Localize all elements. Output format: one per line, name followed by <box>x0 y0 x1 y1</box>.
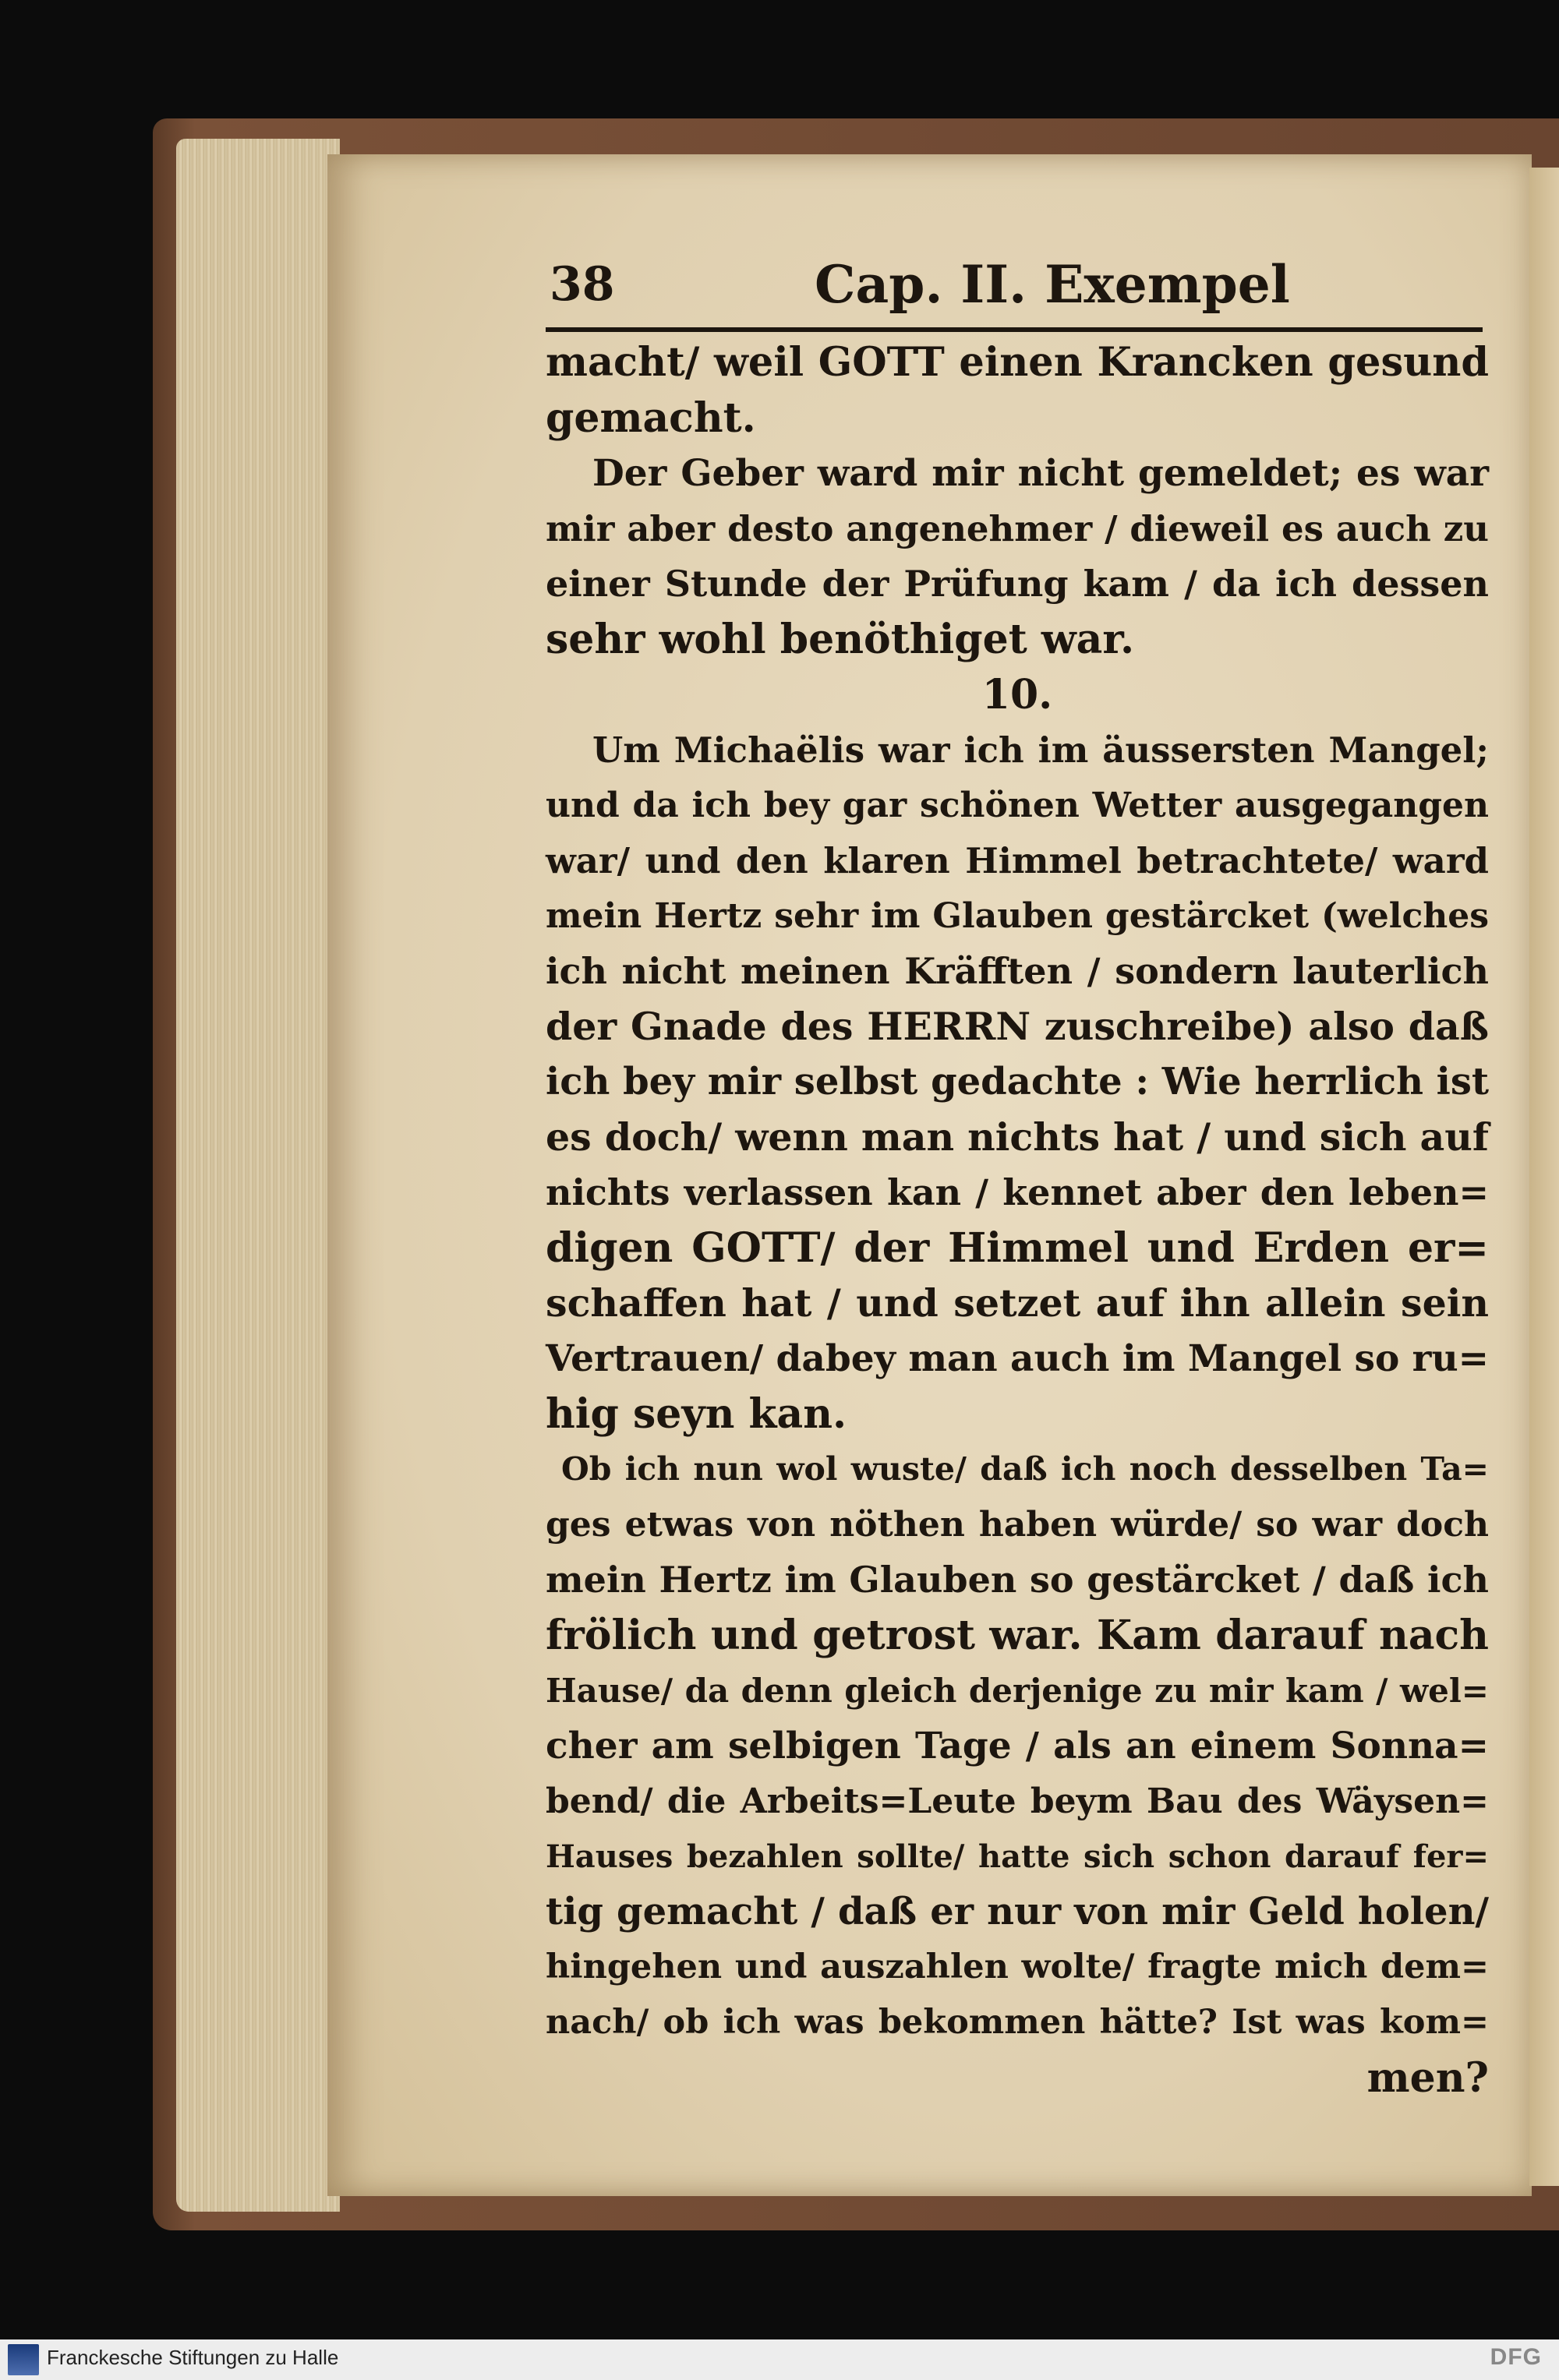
text-line: frölich und getrost war. Kam darauf nach <box>546 1612 1489 1659</box>
text-line: einer Stunde der Prüfung kam / da ich dessen <box>546 563 1489 605</box>
text-line: bend/ die Arbeits=Leute beym Bau des Wäysen= <box>546 1781 1489 1821</box>
text-line: mein Hertz im Glauben so gestärcket / daß ich <box>546 1559 1489 1601</box>
header-rule <box>546 327 1483 332</box>
text-line: tig gemacht / daß er nur von mir Geld holen/ <box>546 1890 1489 1933</box>
text-line: gemacht. <box>546 394 756 442</box>
section-number: 10. <box>981 671 1053 719</box>
text-line: cher am selbigen Tage / als an einem Sonna= <box>546 1725 1489 1767</box>
text-line: ich nicht meinen Kräfften / sondern lauterlich <box>546 950 1489 992</box>
text-line: war/ und den klaren Himmel betrachtete/ ward <box>546 840 1489 881</box>
catchword: men? <box>1366 2054 1489 2102</box>
text-line: ich bey mir selbst gedachte : Wie herrlich ist <box>546 1060 1490 1103</box>
text-line: Ob ich nun wol wuste/ daß ich noch desselben Ta= <box>561 1450 1489 1488</box>
text-line: es doch/ wenn man nichts hat / und sich auf <box>546 1114 1489 1160</box>
text-line: nichts verlassen kan / kennet aber den leben= <box>546 1171 1489 1213</box>
facing-page-edge <box>1529 168 1559 2186</box>
text-line: Hauses bezahlen sollte/ hatte sich schon darauf fer= <box>546 1838 1489 1875</box>
text-line: hig seyn kan. <box>546 1390 847 1438</box>
footer-label: Franckesche Stiftungen zu Halle <box>47 2346 339 2369</box>
text-line: Hause/ da denn gleich derjenige zu mir kam / wel= <box>546 1672 1489 1710</box>
text-line: digen GOTT/ der Himmel und Erden er= <box>546 1224 1489 1272</box>
dfg-mark: DFG <box>1490 2344 1542 2370</box>
page-header <box>550 249 1481 320</box>
viewer-footer <box>0 2339 1559 2380</box>
text-line: Vertrauen/ dabey man auch im Mangel so ru= <box>546 1337 1489 1380</box>
institution-logo-icon <box>8 2344 39 2375</box>
text-line: mein Hertz sehr im Glauben gestärcket (welches <box>546 896 1489 936</box>
text-line: ges etwas von nöthen haben würde/ so war doch <box>546 1505 1489 1545</box>
text-line: nach/ ob ich was bekommen hätte? Ist was kom= <box>546 2003 1489 2042</box>
text-line: Der Geber ward mir nicht gemeldet; es war <box>592 452 1489 495</box>
text-line: und da ich bey gar schönen Wetter ausgegangen <box>546 786 1489 825</box>
text-line: hingehen und auszahlen wolte/ fragte mich dem= <box>546 1947 1489 1986</box>
page-edges <box>176 139 340 2212</box>
text-line: schaffen hat / und setzet auf ihn allein sein <box>546 1280 1489 1326</box>
running-head: Cap. II. Exempel <box>815 254 1290 315</box>
text-line: macht/ weil GOTT einen Krancken gesund <box>546 339 1489 386</box>
page-text <box>546 335 1489 2106</box>
text-line: sehr wohl benöthiget war. <box>546 616 1135 663</box>
text-line: der Gnade des HERRN zuschreibe) also daß <box>546 1004 1489 1049</box>
page-number: 38 <box>550 257 615 312</box>
text-line: Um Michaëlis war ich im äussersten Mangel; <box>592 729 1489 771</box>
text-line: mir aber desto angenehmer / dieweil es auch zu <box>546 508 1489 549</box>
